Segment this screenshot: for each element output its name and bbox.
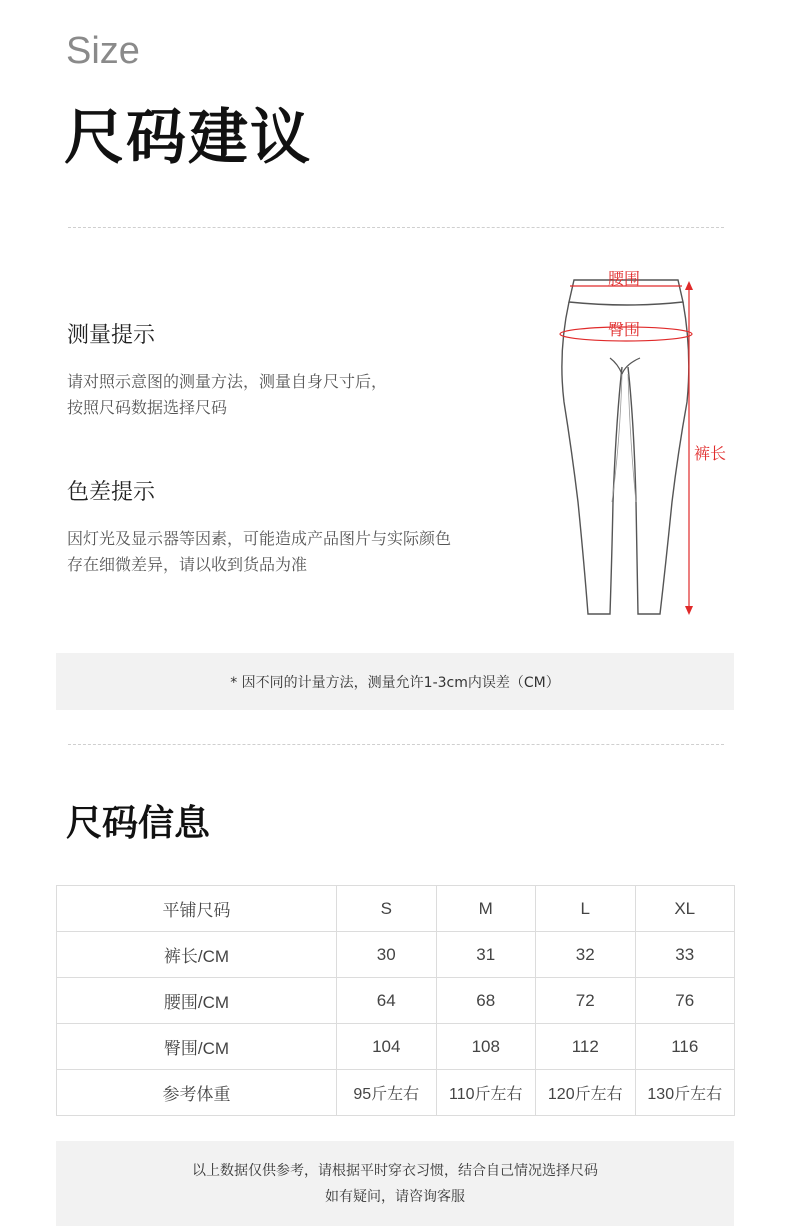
hip-label: 臀围 <box>608 320 641 339</box>
divider-top <box>68 227 724 228</box>
length-row <box>57 932 735 978</box>
table-cell: 120斤左右 <box>536 1070 636 1116</box>
footer-line-1: 以上数据仅供参考，请根据平时穿衣习惯，结合自己情况选择尺码 <box>192 1162 598 1179</box>
table-cell: 腰围/CM <box>57 978 337 1024</box>
table-cell: 裤长/CM <box>57 932 337 978</box>
length-label: 裤长 <box>694 444 727 463</box>
table-cell: 平铺尺码 <box>57 886 337 932</box>
footer-line-2: 如有疑问，请咨询客服 <box>325 1188 465 1205</box>
table-cell: 30 <box>337 932 437 978</box>
table-cell: 104 <box>337 1024 437 1070</box>
table-cell: 臀围/CM <box>57 1024 337 1070</box>
size-english-heading: Size <box>66 30 140 72</box>
size-table <box>56 885 735 1116</box>
size-header-row <box>57 886 735 932</box>
table-cell: 32 <box>536 932 636 978</box>
table-cell: 参考体重 <box>57 1070 337 1116</box>
divider-middle <box>68 744 724 745</box>
waist-label: 腰围 <box>608 269 641 288</box>
table-cell: M <box>436 886 536 932</box>
hip-row <box>57 1024 735 1070</box>
color-tip-text <box>67 526 451 578</box>
footer-note <box>56 1141 734 1226</box>
table-cell: 116 <box>635 1024 735 1070</box>
table-cell: 130斤左右 <box>635 1070 735 1116</box>
table-cell: S <box>337 886 437 932</box>
table-cell: 112 <box>536 1024 636 1070</box>
table-cell: 95斤左右 <box>337 1070 437 1116</box>
color-tip-line-2: 存在细微差异，请以收到货品为准 <box>67 555 308 574</box>
table-cell: 76 <box>635 978 735 1024</box>
measure-tip-title: 测量提示 <box>67 323 156 348</box>
measure-tip-line-2: 按照尺码数据选择尺码 <box>67 398 228 417</box>
measurement-note: * 因不同的计量方法，测量允许1-3cm内误差（CM） <box>56 653 734 710</box>
weight-row <box>57 1070 735 1116</box>
table-cell: 108 <box>436 1024 536 1070</box>
size-info-title: 尺码信息 <box>66 803 211 844</box>
color-tip-line-1: 因灯光及显示器等因素，可能造成产品图片与实际颜色 <box>67 529 452 548</box>
page-title: 尺码建议 <box>64 103 312 173</box>
measure-tip-line-1: 请对照示意图的测量方法，测量自身尺寸后， <box>67 372 388 391</box>
color-tip-title: 色差提示 <box>67 480 156 505</box>
table-cell: 33 <box>635 932 735 978</box>
measure-tip-text <box>67 369 387 421</box>
table-cell: 72 <box>536 978 636 1024</box>
waist-row <box>57 978 735 1024</box>
leggings-measure-figure <box>550 262 740 628</box>
table-cell: 31 <box>436 932 536 978</box>
table-cell: 68 <box>436 978 536 1024</box>
table-cell: L <box>536 886 636 932</box>
table-cell: 110斤左右 <box>436 1070 536 1116</box>
table-cell: 64 <box>337 978 437 1024</box>
table-cell: XL <box>635 886 735 932</box>
